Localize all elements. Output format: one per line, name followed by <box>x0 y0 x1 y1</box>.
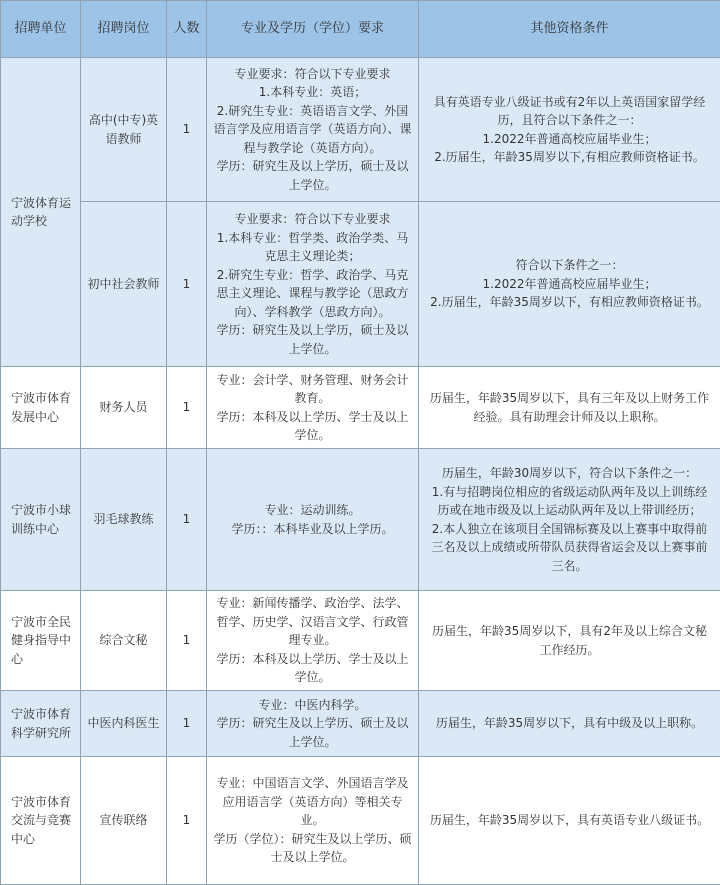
requirement-cell: 专业要求：符合以下专业要求 1.本科专业：哲学类、政治学类、马克思主义理论类； 2.研究生专业：哲学、政治学、马克思主义理论、课程与教学论（思政方向）、学科教学（思政方向）。 学历：研究生及以上学历，硕士及以上学位。 <box>207 202 419 367</box>
count-cell: 1 <box>167 591 207 691</box>
table-row <box>1 58 720 202</box>
requirement-cell: 专业：运动训练。 学历：：本科毕业及以上学历。 <box>207 449 419 591</box>
table-row <box>1 691 720 757</box>
conditions-cell: 具有英语专业八级证书或有2年以上英语国家留学经历，且符合以下条件之一： 1.2022年普通高校应届毕业生； 2.历届生，年龄35周岁以下,有相应教师资格证书。 <box>419 58 720 202</box>
requirement-cell: 专业：中国语言文学、外国语言学及应用语言学（英语方向）等相关专业。 学历（学位）：研究生及以上学历、硕士及以上学位。 <box>207 757 419 885</box>
count-cell: 1 <box>167 202 207 367</box>
header-unit: 招聘单位 <box>1 1 81 58</box>
conditions-cell: 历届生，年龄35周岁以下，具有2年及以上综合文秘工作经历。 <box>419 591 720 691</box>
position-cell: 财务人员 <box>81 367 167 449</box>
table-row <box>1 449 720 591</box>
table-header-row <box>1 1 720 58</box>
position-cell: 综合文秘 <box>81 591 167 691</box>
conditions-cell: 历届生，年龄35周岁以下，具有英语专业八级证书。 <box>419 757 720 885</box>
unit-cell: 宁波体育运动学校 <box>1 58 81 367</box>
requirement-cell: 专业：会计学、财务管理、财务会计教育。 学历：本科及以上学历、学士及以上学位。 <box>207 367 419 449</box>
position-cell: 高中(中专)英语教师 <box>81 58 167 202</box>
position-cell: 初中社会教师 <box>81 202 167 367</box>
header-position: 招聘岗位 <box>81 1 167 58</box>
unit-cell: 宁波市体育交流与竞赛中心 <box>1 757 81 885</box>
header-requirement: 专业及学历（学位）要求 <box>207 1 419 58</box>
conditions-cell: 历届生，年龄35周岁以下，具有中级及以上职称。 <box>419 691 720 757</box>
table-row <box>1 202 720 367</box>
count-cell: 1 <box>167 58 207 202</box>
table-row <box>1 591 720 691</box>
conditions-cell: 符合以下条件之一： 1.2022年普通高校应届毕业生； 2.历届生，年龄35周岁以下，有相应教师资格证书。 <box>419 202 720 367</box>
position-cell: 中医内科医生 <box>81 691 167 757</box>
count-cell: 1 <box>167 367 207 449</box>
table-row <box>1 367 720 449</box>
unit-cell: 宁波市小球训练中心 <box>1 449 81 591</box>
count-cell: 1 <box>167 449 207 591</box>
requirement-cell: 专业：中医内科学。 学历：研究生及以上学历、硕士及以上学位。 <box>207 691 419 757</box>
position-cell: 宣传联络 <box>81 757 167 885</box>
table-row <box>1 757 720 885</box>
unit-cell: 宁波市体育科学研究所 <box>1 691 81 757</box>
requirement-cell: 专业：新闻传播学、政治学、法学、哲学、历史学、汉语言文学、行政管理专业。 学历：本科及以上学历、学士及以上学位。 <box>207 591 419 691</box>
count-cell: 1 <box>167 691 207 757</box>
header-conditions: 其他资格条件 <box>419 1 720 58</box>
requirement-cell: 专业要求：符合以下专业要求 1.本科专业：英语； 2.研究生专业：英语语言文学、外国语言学及应用语言学（英语方向）、课程与教学论（英语方向）。 学历：研究生及以上学历，硕士及以上学位。 <box>207 58 419 202</box>
count-cell: 1 <box>167 757 207 885</box>
conditions-cell: 历届生，年龄35周岁以下，具有三年及以上财务工作经验。具有助理会计师及以上职称。 <box>419 367 720 449</box>
unit-cell: 宁波市全民健身指导中心 <box>1 591 81 691</box>
header-count: 人数 <box>167 1 207 58</box>
conditions-cell: 历届生，年龄30周岁以下，符合以下条件之一： 1.有与招聘岗位相应的省级运动队两年及以上训练经历或在地市级及以上运动队两年及以上带训经历； 2.本人独立在该项目全国锦标赛及以上赛事中取得前三名及以上成绩或所带队员获得省运会及以上赛事前三名。 <box>419 449 720 591</box>
position-cell: 羽毛球教练 <box>81 449 167 591</box>
unit-cell: 宁波市体育发展中心 <box>1 367 81 449</box>
